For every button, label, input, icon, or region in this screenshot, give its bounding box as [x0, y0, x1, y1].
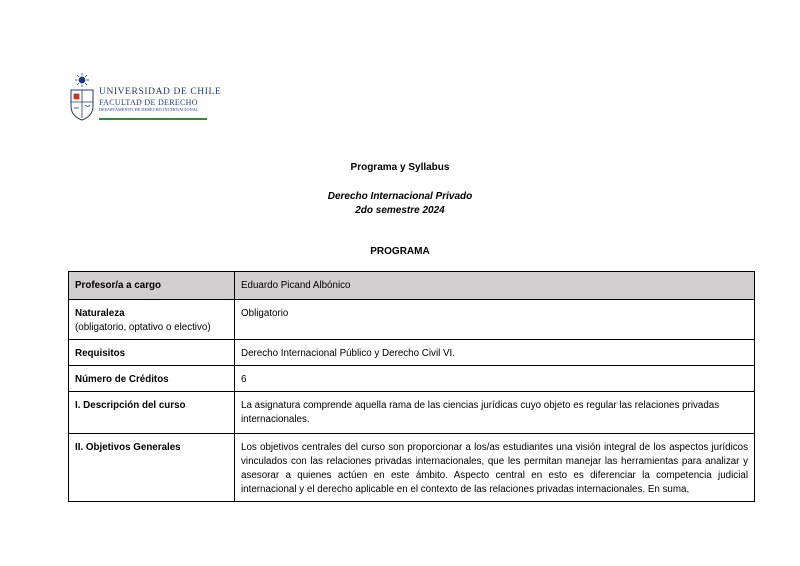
- row-value: La asignatura comprende aquella rama de las ciencias jurídicas cuyo objeto es regular las relaciones privadas internacionales.: [235, 392, 755, 434]
- university-name: UNIVERSIDAD DE CHILE: [99, 87, 222, 97]
- table-row: [69, 300, 755, 340]
- faculty-name: FACULTAD DE DERECHO: [99, 98, 198, 107]
- row-label: Número de Créditos: [69, 366, 235, 392]
- department-name: DEPARTAMENTO DE DERECHO INTERNACIONAL: [99, 107, 199, 112]
- table-row: [69, 434, 755, 502]
- row-value: Los objetivos centrales del curso son proporcionar a los/as estudiantes una visión integral de los aspectos jurídicos vinculados con las relaciones privadas internacionales, que les permitan manejar las herramientas para analizar y asesorar a quienes actúen en este ámbito. Aspecto central en esto es diferenciar la competencia judicial internacional y el derecho aplicable en el contexto de las relaciones privadas internacionales. En suma,: [235, 434, 755, 502]
- section-title: PROGRAMA: [370, 246, 430, 257]
- row-label: II. Objetivos Generales: [69, 434, 235, 502]
- logo-text: [99, 87, 221, 113]
- table-row: [69, 272, 755, 300]
- course-title: Derecho Internacional Privado: [327, 191, 473, 202]
- university-emblem-icon: [68, 72, 96, 122]
- row-label: I. Descripción del curso: [69, 392, 235, 434]
- row-label-text: Naturaleza: [75, 308, 125, 319]
- semester-label: 2do semestre 2024: [355, 205, 445, 216]
- row-label: Profesor/a a cargo: [69, 272, 235, 300]
- row-value: 6: [235, 366, 755, 392]
- table-row: [69, 392, 755, 434]
- table-row: [69, 366, 755, 392]
- row-value: Derecho Internacional Público y Derecho Civil VI.: [235, 340, 755, 366]
- row-label: Requisitos: [69, 340, 235, 366]
- logo-underline: [99, 118, 207, 120]
- program-table: [68, 271, 755, 502]
- row-sublabel: (obligatorio, optativo o electivo): [75, 322, 211, 333]
- row-value: Obligatorio: [235, 300, 755, 340]
- row-label: [69, 300, 235, 340]
- row-value: Eduardo Picand Albónico: [235, 272, 755, 300]
- university-logo: [68, 72, 222, 124]
- table-row: [69, 340, 755, 366]
- document-heading: Programa y Syllabus: [350, 162, 450, 173]
